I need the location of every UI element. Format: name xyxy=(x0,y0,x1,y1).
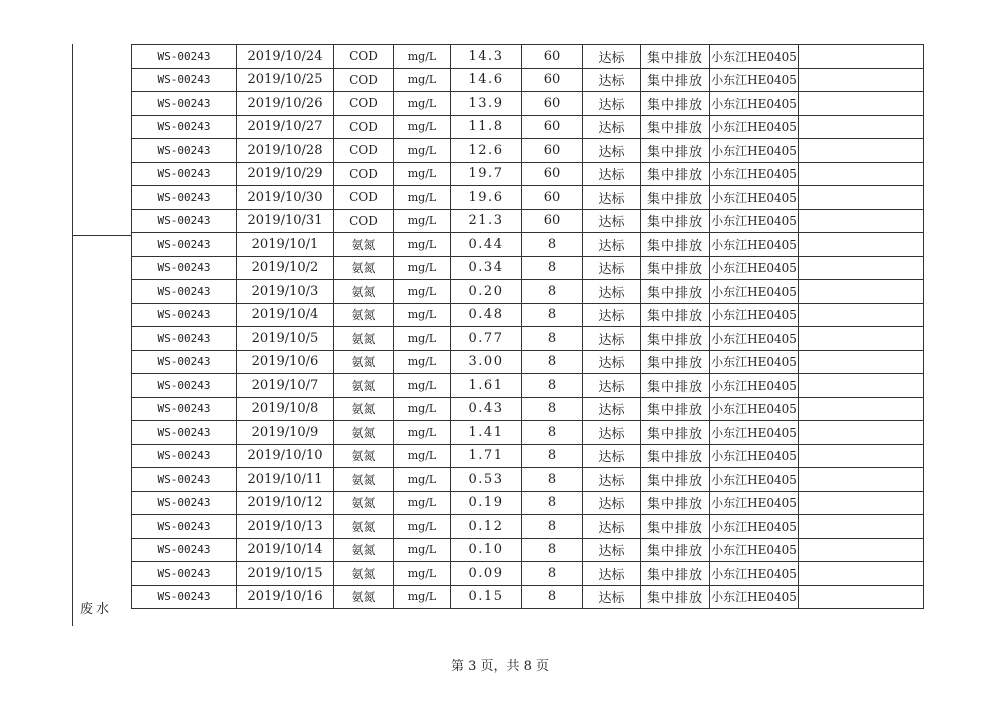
unit-cell: mg/L xyxy=(394,115,451,139)
unit-cell: mg/L xyxy=(394,538,451,562)
discharge-method-cell: 集中排放 xyxy=(641,280,710,304)
value-cell: 0.09 xyxy=(451,562,522,586)
status-cell: 达标 xyxy=(583,186,641,210)
empty-cell xyxy=(799,468,924,492)
value-cell: 0.44 xyxy=(451,233,522,257)
value-cell: 0.53 xyxy=(451,468,522,492)
unit-cell: mg/L xyxy=(394,585,451,609)
outlet-id-cell: WS-00243 xyxy=(132,45,237,69)
status-cell: 达标 xyxy=(583,374,641,398)
parameter-cell: 氨氮 xyxy=(334,256,394,280)
limit-cell: 8 xyxy=(522,538,583,562)
receiving-water-cell: 小东江HE0405 xyxy=(710,186,799,210)
outlet-id-cell: WS-00243 xyxy=(132,374,237,398)
status-cell: 达标 xyxy=(583,209,641,233)
limit-cell: 8 xyxy=(522,421,583,445)
discharge-method-cell: 集中排放 xyxy=(641,468,710,492)
value-cell: 1.61 xyxy=(451,374,522,398)
table-row xyxy=(132,139,924,163)
discharge-method-cell: 集中排放 xyxy=(641,209,710,233)
table-row xyxy=(132,186,924,210)
outlet-id-cell: WS-00243 xyxy=(132,303,237,327)
status-cell: 达标 xyxy=(583,162,641,186)
unit-cell: mg/L xyxy=(394,68,451,92)
receiving-water-cell: 小东江HE0405 xyxy=(710,45,799,69)
parameter-cell: 氨氮 xyxy=(334,303,394,327)
parameter-cell: 氨氮 xyxy=(334,374,394,398)
status-cell: 达标 xyxy=(583,397,641,421)
status-cell: 达标 xyxy=(583,303,641,327)
outlet-id-cell: WS-00243 xyxy=(132,421,237,445)
table-row xyxy=(132,374,924,398)
receiving-water-cell: 小东江HE0405 xyxy=(710,139,799,163)
outlet-id-cell: WS-00243 xyxy=(132,468,237,492)
date-cell: 2019/10/25 xyxy=(237,68,334,92)
table-row xyxy=(132,538,924,562)
table-row xyxy=(132,491,924,515)
limit-cell: 8 xyxy=(522,374,583,398)
status-cell: 达标 xyxy=(583,585,641,609)
date-cell: 2019/10/15 xyxy=(237,562,334,586)
limit-cell: 8 xyxy=(522,256,583,280)
value-cell: 11.8 xyxy=(451,115,522,139)
table-row xyxy=(132,562,924,586)
discharge-method-cell: 集中排放 xyxy=(641,115,710,139)
status-cell: 达标 xyxy=(583,491,641,515)
parameter-cell: 氨氮 xyxy=(334,538,394,562)
parameter-cell: 氨氮 xyxy=(334,280,394,304)
unit-cell: mg/L xyxy=(394,186,451,210)
outlet-id-cell: WS-00243 xyxy=(132,538,237,562)
parameter-cell: COD xyxy=(334,92,394,116)
receiving-water-cell: 小东江HE0405 xyxy=(710,444,799,468)
empty-cell xyxy=(799,186,924,210)
limit-cell: 60 xyxy=(522,45,583,69)
date-cell: 2019/10/26 xyxy=(237,92,334,116)
receiving-water-cell: 小东江HE0405 xyxy=(710,468,799,492)
parameter-cell: COD xyxy=(334,68,394,92)
value-cell: 0.19 xyxy=(451,491,522,515)
limit-cell: 8 xyxy=(522,515,583,539)
date-cell: 2019/10/8 xyxy=(237,397,334,421)
outlet-id-cell: WS-00243 xyxy=(132,68,237,92)
discharge-method-cell: 集中排放 xyxy=(641,162,710,186)
receiving-water-cell: 小东江HE0405 xyxy=(710,515,799,539)
parameter-cell: 氨氮 xyxy=(334,397,394,421)
discharge-method-cell: 集中排放 xyxy=(641,515,710,539)
date-cell: 2019/10/30 xyxy=(237,186,334,210)
parameter-cell: 氨氮 xyxy=(334,491,394,515)
outlet-id-cell: WS-00243 xyxy=(132,491,237,515)
unit-cell: mg/L xyxy=(394,374,451,398)
discharge-method-cell: 集中排放 xyxy=(641,491,710,515)
value-cell: 3.00 xyxy=(451,350,522,374)
date-cell: 2019/10/3 xyxy=(237,280,334,304)
status-cell: 达标 xyxy=(583,468,641,492)
status-cell: 达标 xyxy=(583,327,641,351)
unit-cell: mg/L xyxy=(394,139,451,163)
discharge-method-cell: 集中排放 xyxy=(641,45,710,69)
receiving-water-cell: 小东江HE0405 xyxy=(710,115,799,139)
table-row xyxy=(132,397,924,421)
table-row xyxy=(132,303,924,327)
empty-cell xyxy=(799,233,924,257)
receiving-water-cell: 小东江HE0405 xyxy=(710,562,799,586)
value-cell: 14.3 xyxy=(451,45,522,69)
unit-cell: mg/L xyxy=(394,327,451,351)
status-cell: 达标 xyxy=(583,45,641,69)
receiving-water-cell: 小东江HE0405 xyxy=(710,538,799,562)
date-cell: 2019/10/9 xyxy=(237,421,334,445)
status-cell: 达标 xyxy=(583,92,641,116)
unit-cell: mg/L xyxy=(394,45,451,69)
value-cell: 19.6 xyxy=(451,186,522,210)
status-cell: 达标 xyxy=(583,139,641,163)
unit-cell: mg/L xyxy=(394,491,451,515)
parameter-cell: 氨氮 xyxy=(334,421,394,445)
receiving-water-cell: 小东江HE0405 xyxy=(710,327,799,351)
receiving-water-cell: 小东江HE0405 xyxy=(710,491,799,515)
empty-cell xyxy=(799,256,924,280)
status-cell: 达标 xyxy=(583,115,641,139)
table-row xyxy=(132,350,924,374)
empty-cell xyxy=(799,585,924,609)
unit-cell: mg/L xyxy=(394,515,451,539)
date-cell: 2019/10/2 xyxy=(237,256,334,280)
outlet-id-cell: WS-00243 xyxy=(132,585,237,609)
unit-cell: mg/L xyxy=(394,350,451,374)
date-cell: 2019/10/29 xyxy=(237,162,334,186)
date-cell: 2019/10/16 xyxy=(237,585,334,609)
empty-cell xyxy=(799,421,924,445)
value-cell: 12.6 xyxy=(451,139,522,163)
table-row xyxy=(132,209,924,233)
unit-cell: mg/L xyxy=(394,162,451,186)
table-row xyxy=(132,92,924,116)
value-cell: 0.43 xyxy=(451,397,522,421)
date-cell: 2019/10/28 xyxy=(237,139,334,163)
table-row xyxy=(132,421,924,445)
outlet-id-cell: WS-00243 xyxy=(132,209,237,233)
status-cell: 达标 xyxy=(583,256,641,280)
date-cell: 2019/10/14 xyxy=(237,538,334,562)
discharge-method-cell: 集中排放 xyxy=(641,350,710,374)
receiving-water-cell: 小东江HE0405 xyxy=(710,397,799,421)
value-cell: 0.10 xyxy=(451,538,522,562)
date-cell: 2019/10/11 xyxy=(237,468,334,492)
date-cell: 2019/10/12 xyxy=(237,491,334,515)
date-cell: 2019/10/10 xyxy=(237,444,334,468)
table-row xyxy=(132,585,924,609)
table-row xyxy=(132,45,924,69)
discharge-method-cell: 集中排放 xyxy=(641,538,710,562)
status-cell: 达标 xyxy=(583,444,641,468)
status-cell: 达标 xyxy=(583,515,641,539)
limit-cell: 8 xyxy=(522,491,583,515)
limit-cell: 8 xyxy=(522,397,583,421)
empty-cell xyxy=(799,538,924,562)
empty-cell xyxy=(799,491,924,515)
discharge-method-cell: 集中排放 xyxy=(641,256,710,280)
parameter-cell: COD xyxy=(334,209,394,233)
value-cell: 1.41 xyxy=(451,421,522,445)
limit-cell: 8 xyxy=(522,562,583,586)
discharge-method-cell: 集中排放 xyxy=(641,68,710,92)
discharge-method-cell: 集中排放 xyxy=(641,562,710,586)
discharge-method-cell: 集中排放 xyxy=(641,421,710,445)
date-cell: 2019/10/24 xyxy=(237,45,334,69)
outlet-id-cell: WS-00243 xyxy=(132,115,237,139)
outlet-id-cell: WS-00243 xyxy=(132,186,237,210)
table-row xyxy=(132,233,924,257)
empty-cell xyxy=(799,374,924,398)
empty-cell xyxy=(799,139,924,163)
parameter-cell: COD xyxy=(334,162,394,186)
table-row xyxy=(132,327,924,351)
outlet-id-cell: WS-00243 xyxy=(132,444,237,468)
table-row xyxy=(132,68,924,92)
value-cell: 13.9 xyxy=(451,92,522,116)
receiving-water-cell: 小东江HE0405 xyxy=(710,421,799,445)
date-cell: 2019/10/27 xyxy=(237,115,334,139)
empty-cell xyxy=(799,209,924,233)
empty-cell xyxy=(799,280,924,304)
empty-cell xyxy=(799,562,924,586)
outlet-id-cell: WS-00243 xyxy=(132,233,237,257)
empty-cell xyxy=(799,115,924,139)
status-cell: 达标 xyxy=(583,233,641,257)
empty-cell xyxy=(799,92,924,116)
table-body xyxy=(132,45,924,609)
outlet-id-cell: WS-00243 xyxy=(132,280,237,304)
parameter-cell: 氨氮 xyxy=(334,350,394,374)
status-cell: 达标 xyxy=(583,280,641,304)
limit-cell: 60 xyxy=(522,68,583,92)
receiving-water-cell: 小东江HE0405 xyxy=(710,256,799,280)
discharge-method-cell: 集中排放 xyxy=(641,374,710,398)
receiving-water-cell: 小东江HE0405 xyxy=(710,162,799,186)
date-cell: 2019/10/5 xyxy=(237,327,334,351)
value-cell: 0.20 xyxy=(451,280,522,304)
table-row xyxy=(132,468,924,492)
table-row xyxy=(132,162,924,186)
receiving-water-cell: 小东江HE0405 xyxy=(710,209,799,233)
limit-cell: 60 xyxy=(522,92,583,116)
parameter-cell: COD xyxy=(334,139,394,163)
outlet-id-cell: WS-00243 xyxy=(132,397,237,421)
limit-cell: 8 xyxy=(522,233,583,257)
parameter-cell: COD xyxy=(334,115,394,139)
receiving-water-cell: 小东江HE0405 xyxy=(710,585,799,609)
parameter-cell: COD xyxy=(334,186,394,210)
empty-cell xyxy=(799,444,924,468)
table-row xyxy=(132,444,924,468)
limit-cell: 8 xyxy=(522,585,583,609)
parameter-cell: 氨氮 xyxy=(334,468,394,492)
value-cell: 1.71 xyxy=(451,444,522,468)
outlet-id-cell: WS-00243 xyxy=(132,256,237,280)
discharge-method-cell: 集中排放 xyxy=(641,327,710,351)
status-cell: 达标 xyxy=(583,562,641,586)
parameter-cell: 氨氮 xyxy=(334,585,394,609)
unit-cell: mg/L xyxy=(394,280,451,304)
outlet-id-cell: WS-00243 xyxy=(132,350,237,374)
value-cell: 14.6 xyxy=(451,68,522,92)
limit-cell: 60 xyxy=(522,115,583,139)
date-cell: 2019/10/13 xyxy=(237,515,334,539)
group-divider-line xyxy=(72,235,132,236)
empty-cell xyxy=(799,162,924,186)
value-cell: 21.3 xyxy=(451,209,522,233)
limit-cell: 60 xyxy=(522,209,583,233)
unit-cell: mg/L xyxy=(394,421,451,445)
receiving-water-cell: 小东江HE0405 xyxy=(710,92,799,116)
unit-cell: mg/L xyxy=(394,256,451,280)
date-cell: 2019/10/6 xyxy=(237,350,334,374)
parameter-cell: 氨氮 xyxy=(334,444,394,468)
value-cell: 0.34 xyxy=(451,256,522,280)
unit-cell: mg/L xyxy=(394,92,451,116)
receiving-water-cell: 小东江HE0405 xyxy=(710,303,799,327)
status-cell: 达标 xyxy=(583,538,641,562)
parameter-cell: COD xyxy=(334,45,394,69)
date-cell: 2019/10/4 xyxy=(237,303,334,327)
parameter-cell: 氨氮 xyxy=(334,233,394,257)
empty-cell xyxy=(799,397,924,421)
discharge-method-cell: 集中排放 xyxy=(641,139,710,163)
outlet-id-cell: WS-00243 xyxy=(132,562,237,586)
value-cell: 19.7 xyxy=(451,162,522,186)
empty-cell xyxy=(799,45,924,69)
table-row xyxy=(132,256,924,280)
status-cell: 达标 xyxy=(583,68,641,92)
unit-cell: mg/L xyxy=(394,468,451,492)
limit-cell: 8 xyxy=(522,444,583,468)
limit-cell: 60 xyxy=(522,186,583,210)
page-footer: 第 3 页，共 8 页 xyxy=(450,659,550,674)
outlet-id-cell: WS-00243 xyxy=(132,515,237,539)
empty-cell xyxy=(799,515,924,539)
empty-cell xyxy=(799,327,924,351)
empty-cell xyxy=(799,350,924,374)
unit-cell: mg/L xyxy=(394,233,451,257)
value-cell: 0.48 xyxy=(451,303,522,327)
unit-cell: mg/L xyxy=(394,209,451,233)
limit-cell: 60 xyxy=(522,162,583,186)
outlet-id-cell: WS-00243 xyxy=(132,92,237,116)
unit-cell: mg/L xyxy=(394,303,451,327)
empty-cell xyxy=(799,303,924,327)
limit-cell: 8 xyxy=(522,303,583,327)
discharge-method-cell: 集中排放 xyxy=(641,397,710,421)
date-cell: 2019/10/31 xyxy=(237,209,334,233)
limit-cell: 60 xyxy=(522,139,583,163)
parameter-cell: 氨氮 xyxy=(334,562,394,586)
parameter-cell: 氨氮 xyxy=(334,515,394,539)
limit-cell: 8 xyxy=(522,350,583,374)
discharge-method-cell: 集中排放 xyxy=(641,92,710,116)
receiving-water-cell: 小东江HE0405 xyxy=(710,68,799,92)
parameter-cell: 氨氮 xyxy=(334,327,394,351)
receiving-water-cell: 小东江HE0405 xyxy=(710,374,799,398)
outlet-id-cell: WS-00243 xyxy=(132,139,237,163)
value-cell: 0.12 xyxy=(451,515,522,539)
value-cell: 0.77 xyxy=(451,327,522,351)
outlet-id-cell: WS-00243 xyxy=(132,327,237,351)
empty-cell xyxy=(799,68,924,92)
unit-cell: mg/L xyxy=(394,397,451,421)
receiving-water-cell: 小东江HE0405 xyxy=(710,350,799,374)
table-row xyxy=(132,115,924,139)
outlet-id-cell: WS-00243 xyxy=(132,162,237,186)
value-cell: 0.15 xyxy=(451,585,522,609)
receiving-water-cell: 小东江HE0405 xyxy=(710,280,799,304)
unit-cell: mg/L xyxy=(394,444,451,468)
unit-cell: mg/L xyxy=(394,562,451,586)
date-cell: 2019/10/1 xyxy=(237,233,334,257)
limit-cell: 8 xyxy=(522,280,583,304)
discharge-method-cell: 集中排放 xyxy=(641,444,710,468)
monitoring-table xyxy=(131,44,924,609)
limit-cell: 8 xyxy=(522,327,583,351)
date-cell: 2019/10/7 xyxy=(237,374,334,398)
discharge-method-cell: 集中排放 xyxy=(641,585,710,609)
discharge-method-cell: 集中排放 xyxy=(641,303,710,327)
status-cell: 达标 xyxy=(583,421,641,445)
left-border-line xyxy=(72,44,73,626)
limit-cell: 8 xyxy=(522,468,583,492)
discharge-method-cell: 集中排放 xyxy=(641,233,710,257)
table-row xyxy=(132,280,924,304)
discharge-method-cell: 集中排放 xyxy=(641,186,710,210)
table-row xyxy=(132,515,924,539)
category-label: 废水 xyxy=(80,602,113,617)
status-cell: 达标 xyxy=(583,350,641,374)
receiving-water-cell: 小东江HE0405 xyxy=(710,233,799,257)
